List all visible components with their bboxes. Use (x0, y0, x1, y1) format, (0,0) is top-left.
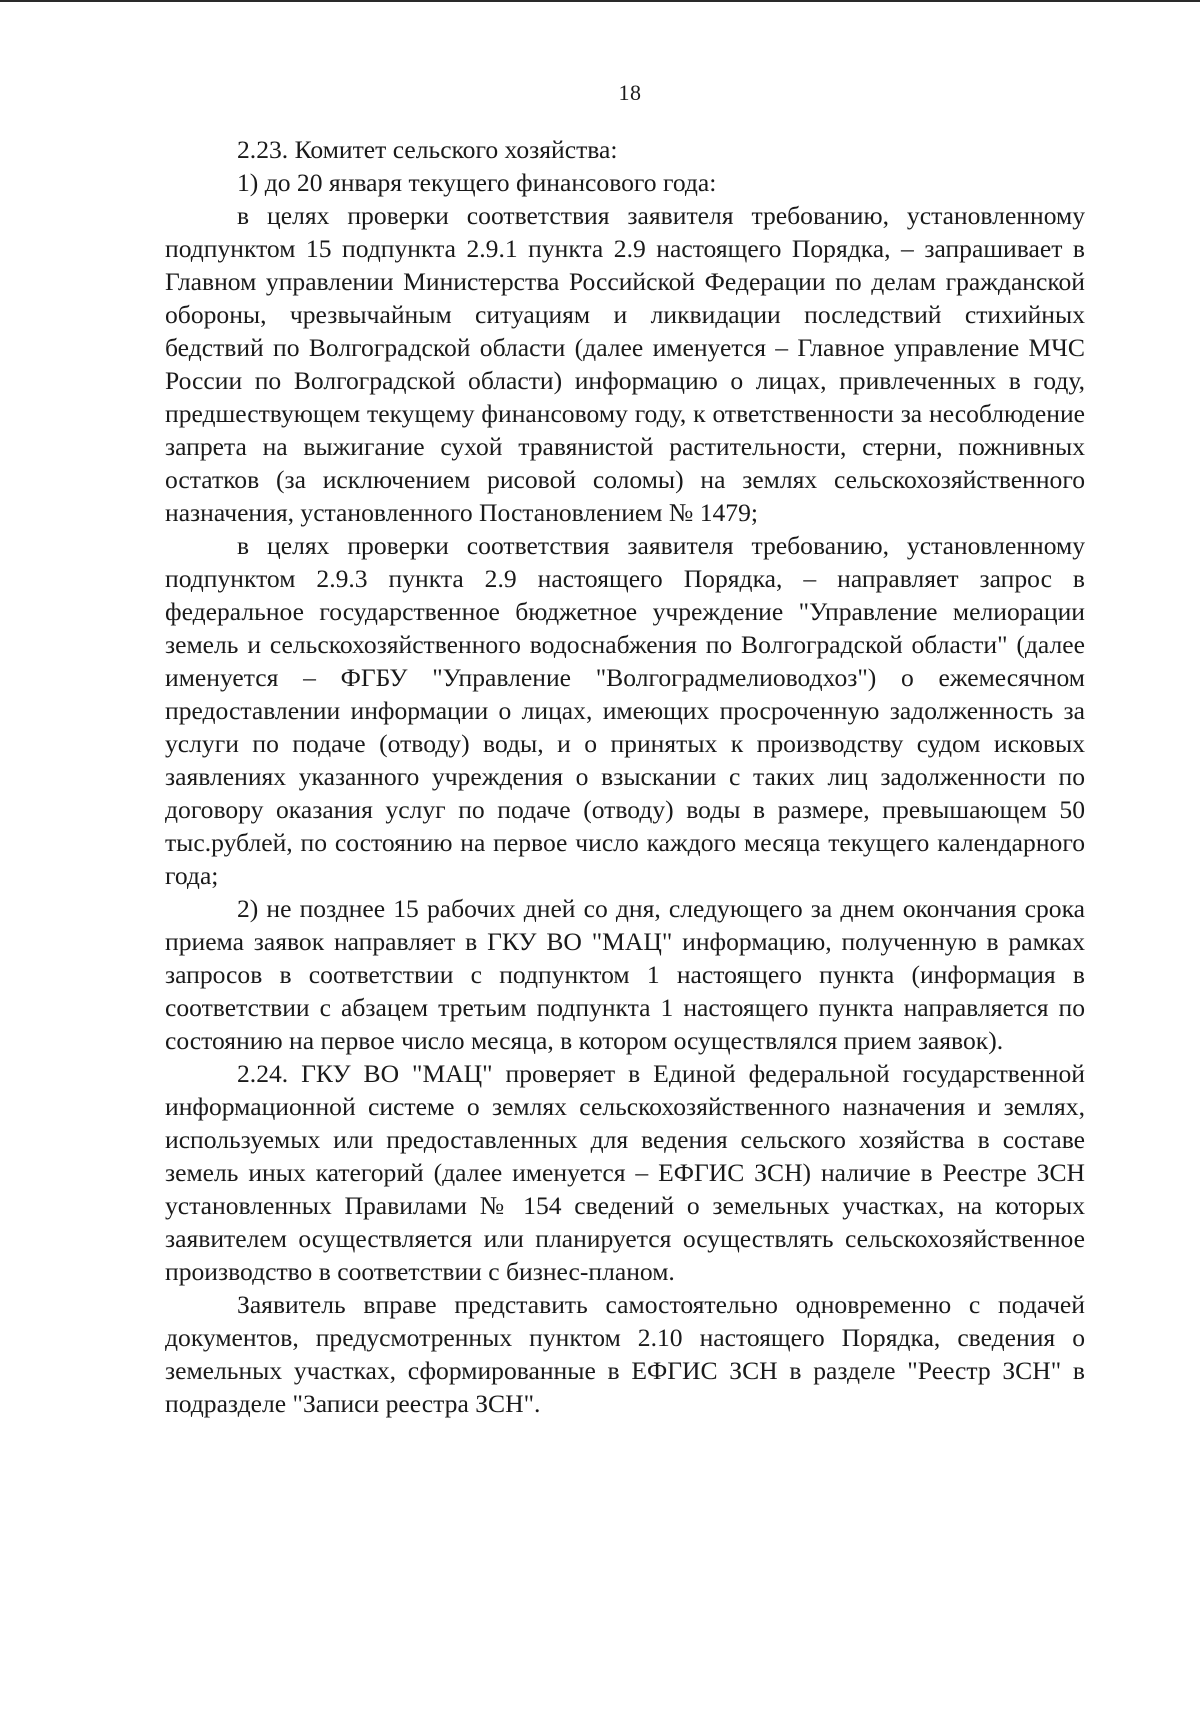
paragraph-item-1: 1) до 20 января текущего финансового года: (237, 168, 717, 197)
paragraph-item-2: 2) не позднее 15 рабочих дней со дня, следующего за днем окончания срока приема заявок направляет в ГКУ ВО "МАЦ" информацию, полученную в рамках запросов в соответствии с подпунктом 1 настоящего пункта (информация в соответствии с абзацем третьим подпункта 1 настоящего пункта направляется по состоянию на первое число месяца, в котором осуществлялся прием заявок). (165, 894, 1085, 1055)
paragraph-mchs-request: в целях проверки соответствия заявителя требованию, установленному подпунктом 15 подпункта 2.9.1 пункта 2.9 настоящего Порядка, – запрашивает в Главном управлении Министерства Российской Федерации по делам гражданской обороны, чрезвычайным ситуациям и ликвидации последствий стихийных бедствий по Волгоградской области (далее именуется – Главное управление МЧС России по Волгоградской области) информацию о лицах, привлеченных в году, предшествующем текущему финансовому году, к ответственности за несоблюдение запрета на выжигание сухой травянистой растительности, стерни, пожнивных остатков (за исключением рисовой соломы) на землях сельскохозяйственного назначения, установленного Постановлением № 1479; (165, 201, 1085, 527)
body-text (165, 133, 1085, 1420)
paragraph-2-24: 2.24. ГКУ ВО "МАЦ" проверяет в Единой федеральной государственной информационной системе о землях сельскохозяйственного назначения и землях, используемых или предоставленных для ведения сельского хозяйства в составе земель иных категорий (далее именуется – ЕФГИС ЗСН) наличие в Реестре ЗСН установленных Правилами № 154 сведений о земельных участках, на которых заявителем осуществляется или планируется осуществлять сельскохозяйственное производство в соответствии с бизнес-планом. (165, 1059, 1085, 1286)
paragraph-fgbu-request: в целях проверки соответствия заявителя требованию, установленному подпунктом 2.9.3 пункта 2.9 настоящего Порядка, – направляет запрос в федеральное государственное бюджетное учреждение "Управление мелиорации земель и сельскохозяйственного водоснабжения по Волгоградской области" (далее именуется – ФГБУ "Управление "Волгоградмелиоводхоз") о ежемесячном предоставлении информации о лицах, имеющих просроченную задолженность за услуги по подаче (отводу) воды, и о принятых к производству судом исковых заявлениях указанного учреждения о взыскании с таких лиц задолженности по договору оказания услуг по подаче (отводу) воды в размере, превышающем 50 тыс.рублей, по состоянию на первое число каждого месяца текущего календарного года; (165, 531, 1085, 890)
page-number: 18 (618, 80, 642, 105)
paragraph-applicant-right: Заявитель вправе представить самостоятельно одновременно с подачей документов, предусмотренных пунктом 2.10 настоящего Порядка, сведения о земельных участках, сформированные в ЕФГИС ЗСН в разделе "Реестр ЗСН" в подразделе "Записи реестра ЗСН". (165, 1290, 1085, 1418)
paragraph-2-23-heading: 2.23. Комитет сельского хозяйства: (237, 135, 618, 164)
scan-top-edge (0, 0, 1200, 2)
